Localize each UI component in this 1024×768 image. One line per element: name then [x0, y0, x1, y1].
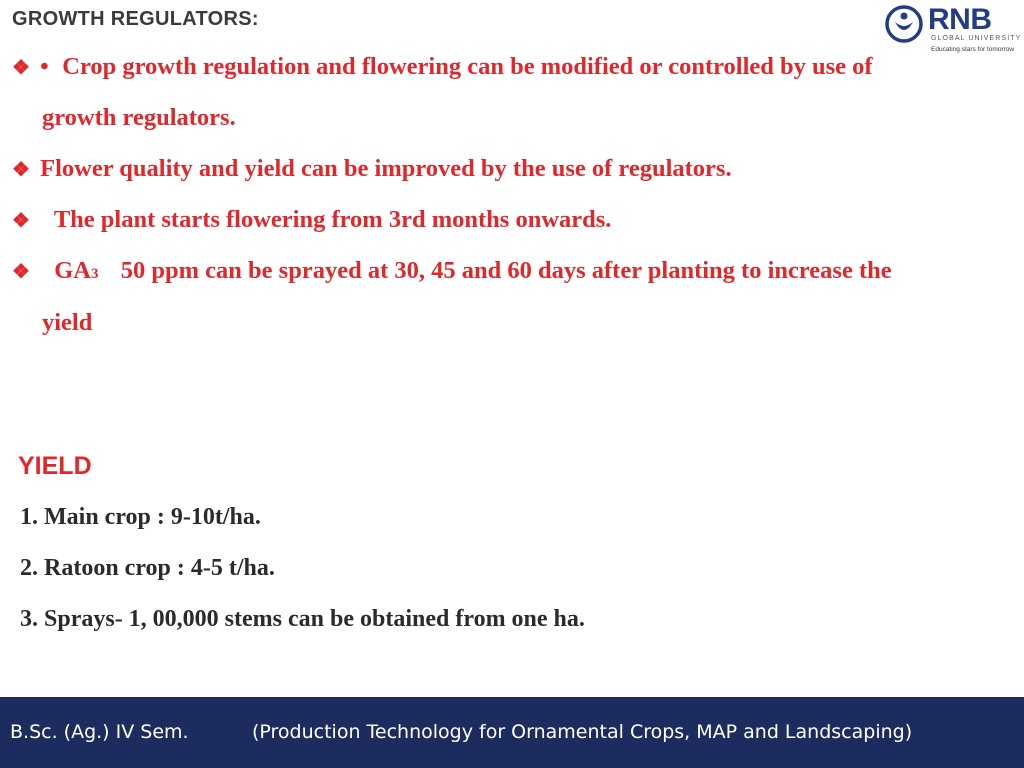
logo-subtitle: GLOBAL UNIVERSITY — [931, 35, 1022, 42]
bullet-text: 50 ppm can be sprayed at 30, 45 and 60 days after planting to increase the — [120, 257, 892, 284]
bullet-item — [12, 41, 873, 94]
yield-item: 2. Ratoon crop : 4-5 t/ha. — [20, 555, 275, 581]
section-title: GROWTH REGULATORS: — [12, 8, 259, 30]
footer-bar — [0, 697, 1024, 768]
logo-tagline: Educating stars for tomorrow — [931, 46, 1015, 53]
bullet-text: Crop growth regulation and flowering can be modified or controlled by use of — [62, 53, 873, 80]
diamond-bullet-icon: ❖ — [12, 159, 30, 181]
ga3-label: GA3 — [54, 257, 99, 284]
diamond-bullet-icon: ❖ — [12, 57, 30, 79]
logo-name: RNB — [928, 3, 992, 36]
university-logo — [884, 3, 1022, 56]
bullet-item — [12, 245, 892, 300]
logo-emblem-icon — [884, 4, 924, 44]
bullet-text: Flower quality and yield can be improved by the use of regulators. — [40, 155, 732, 182]
dot-bullet-icon: • — [40, 53, 49, 80]
yield-item: 1. Main crop : 9-10t/ha. — [20, 504, 261, 530]
bullet-continuation: yield — [42, 309, 93, 336]
footer-subject: (Production Technology for Ornamental Crops, MAP and Landscaping) — [252, 721, 913, 743]
bullet-item — [12, 194, 611, 247]
yield-item: 3. Sprays- 1, 00,000 stems can be obtained from one ha. — [20, 606, 585, 632]
yield-heading: YIELD — [18, 452, 92, 480]
bullet-continuation: growth regulators. — [42, 104, 236, 131]
bullet-item — [12, 143, 732, 196]
diamond-bullet-icon: ❖ — [12, 210, 30, 232]
diamond-bullet-icon: ❖ — [12, 261, 30, 283]
footer-course: B.Sc. (Ag.) IV Sem. — [10, 721, 189, 743]
bullet-text: The plant starts flowering from 3rd months onwards. — [53, 206, 612, 233]
